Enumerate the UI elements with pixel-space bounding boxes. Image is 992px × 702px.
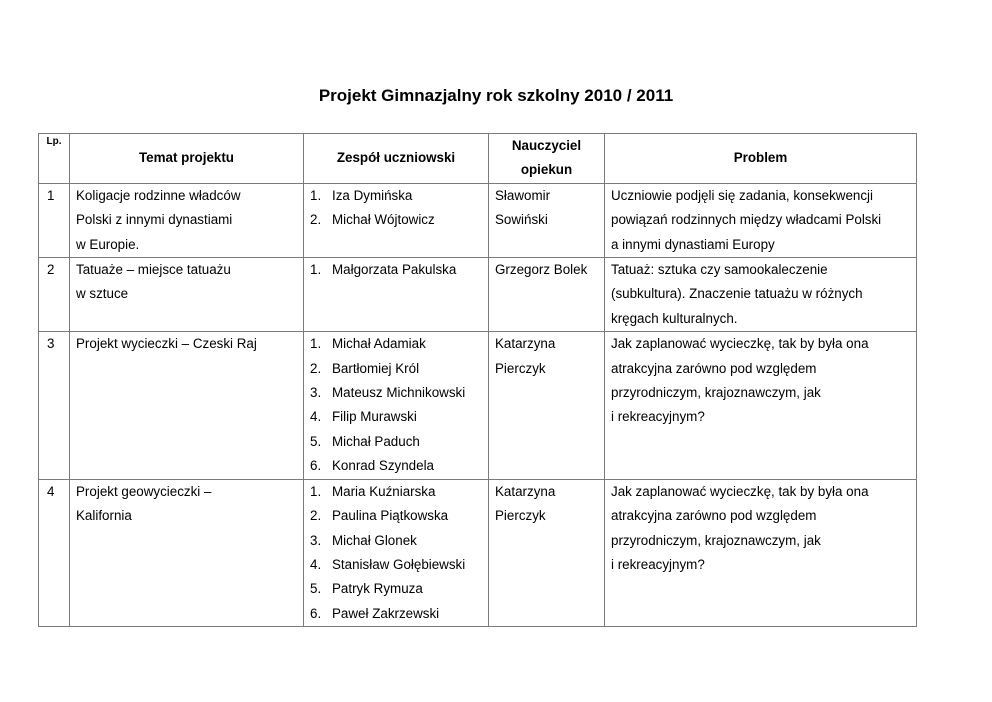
student-number: 4.: [310, 556, 322, 572]
problem: [605, 183, 917, 257]
teacher-line: Pierczyk: [495, 360, 546, 376]
student-item: [310, 208, 482, 232]
teacher: [489, 183, 605, 257]
problem-line: Uczniowie podjęli się zadania, konsekwencji: [611, 187, 874, 203]
problem-line: przyrodniczym, krajoznawczym, jak: [611, 532, 821, 548]
student-name: Paweł Zakrzewski: [332, 605, 440, 621]
student-name: Filip Murawski: [332, 409, 417, 425]
student-number: 1.: [310, 336, 322, 352]
header-teacher: [489, 134, 605, 184]
header-problem: Problem: [605, 134, 917, 184]
header-lp: Lp.: [39, 134, 70, 184]
student-item: [310, 184, 482, 208]
student-number: 3.: [310, 532, 322, 548]
problem-line: atrakcyjna zarówno pod względem: [611, 508, 817, 524]
projects-table: [38, 133, 917, 627]
student-item: [310, 454, 482, 478]
row-number: 4: [39, 479, 70, 626]
project-topic: [70, 479, 304, 626]
student-number: 1.: [310, 483, 322, 499]
topic-line: Projekt geowycieczki –: [76, 483, 212, 499]
teacher-line: Sowiński: [495, 212, 548, 228]
topic-line: Tatuaże – miejsce tatuażu: [76, 262, 231, 278]
problem-line: (subkultura). Znaczenie tatuażu w różnych: [611, 286, 863, 302]
row-number: 2: [39, 258, 70, 332]
table-body: [39, 183, 917, 626]
student-name: Maria Kuźniarska: [332, 483, 436, 499]
student-name: Paulina Piątkowska: [332, 508, 449, 524]
problem-line: i rekreacyjnym?: [611, 409, 705, 425]
table-row: [39, 183, 917, 257]
student-name: Michał Paduch: [332, 433, 420, 449]
teacher-line: Katarzyna: [495, 336, 556, 352]
topic-line: w Europie.: [76, 236, 140, 252]
student-item: [310, 529, 482, 553]
page-title: Projekt Gimnazjalny rok szkolny 2010 / 2011: [318, 86, 674, 105]
project-topic: [70, 332, 304, 479]
header-team: Zespół uczniowski: [304, 134, 489, 184]
row-number: 3: [39, 332, 70, 479]
problem: [605, 332, 917, 479]
student-item: [310, 553, 482, 577]
problem-line: a innymi dynastiami Europy: [611, 236, 775, 252]
student-list: [310, 184, 482, 233]
problem-line: Jak zaplanować wycieczkę, tak by była ona: [611, 483, 869, 499]
student-name: Iza Dymińska: [332, 187, 413, 203]
student-name: Stanisław Gołębiewski: [332, 556, 466, 572]
student-team: [304, 258, 489, 332]
student-number: 2.: [310, 360, 322, 376]
problem-line: Jak zaplanować wycieczkę, tak by była ona: [611, 336, 869, 352]
problem: [605, 258, 917, 332]
topic-line: Koligacje rodzinne władców: [76, 187, 241, 203]
student-number: 4.: [310, 409, 322, 425]
student-list: [310, 332, 482, 478]
student-name: Michał Wójtowicz: [332, 212, 435, 228]
teacher: [489, 332, 605, 479]
student-number: 5.: [310, 433, 322, 449]
project-topic: [70, 258, 304, 332]
table-row: [39, 258, 917, 332]
student-number: 2.: [310, 212, 322, 228]
student-number: 3.: [310, 385, 322, 401]
problem-line: atrakcyjna zarówno pod względem: [611, 360, 817, 376]
header-teacher-line: opiekun: [520, 162, 573, 178]
student-team: [304, 183, 489, 257]
student-name: Mateusz Michnikowski: [332, 385, 466, 401]
topic-line: Kalifornia: [76, 508, 132, 524]
student-team: [304, 332, 489, 479]
table-row: [39, 479, 917, 626]
student-item: [310, 577, 482, 601]
topic-line: w sztuce: [76, 286, 129, 302]
teacher: [489, 479, 605, 626]
student-item: [310, 357, 482, 381]
student-name: Konrad Szyndela: [332, 458, 434, 474]
topic-line: Projekt wycieczki – Czeski Raj: [76, 336, 257, 352]
student-item: [310, 381, 482, 405]
student-name: Małgorzata Pakulska: [332, 262, 457, 278]
row-number: 1: [39, 183, 70, 257]
student-item: [310, 504, 482, 528]
student-number: 5.: [310, 581, 322, 597]
student-item: [310, 602, 482, 626]
student-name: Bartłomiej Król: [332, 360, 420, 376]
student-number: 2.: [310, 508, 322, 524]
student-team: [304, 479, 489, 626]
student-number: 6.: [310, 458, 322, 474]
teacher: [489, 258, 605, 332]
teacher-line: Katarzyna: [495, 483, 556, 499]
student-item: [310, 332, 482, 356]
teacher-line: Sławomir: [495, 187, 551, 203]
student-item: [310, 480, 482, 504]
student-list: [310, 480, 482, 626]
student-number: 1.: [310, 262, 322, 278]
topic-line: Polski z innymi dynastiami: [76, 212, 233, 228]
header-teacher-line: Nauczyciel: [511, 138, 582, 153]
student-item: [310, 405, 482, 429]
table-header-row: [39, 134, 917, 184]
table-row: [39, 332, 917, 479]
problem: [605, 479, 917, 626]
problem-line: kręgach kulturalnych.: [611, 310, 738, 326]
problem-line: powiązań rodzinnych między władcami Polski: [611, 212, 882, 228]
project-topic: [70, 183, 304, 257]
student-item: [310, 430, 482, 454]
problem-line: i rekreacyjnym?: [611, 556, 705, 572]
student-item: [310, 258, 482, 282]
teacher-line: Pierczyk: [495, 508, 546, 524]
header-topic: Temat projektu: [70, 134, 304, 184]
student-list: [310, 258, 482, 282]
student-number: 6.: [310, 605, 322, 621]
teacher-line: Grzegorz Bolek: [495, 262, 588, 278]
problem-line: przyrodniczym, krajoznawczym, jak: [611, 385, 821, 401]
student-number: 1.: [310, 187, 322, 203]
student-name: Patryk Rymuza: [332, 581, 423, 597]
problem-line: Tatuaż: sztuka czy samookaleczenie: [611, 262, 828, 278]
student-name: Michał Glonek: [332, 532, 417, 548]
student-name: Michał Adamiak: [332, 336, 426, 352]
